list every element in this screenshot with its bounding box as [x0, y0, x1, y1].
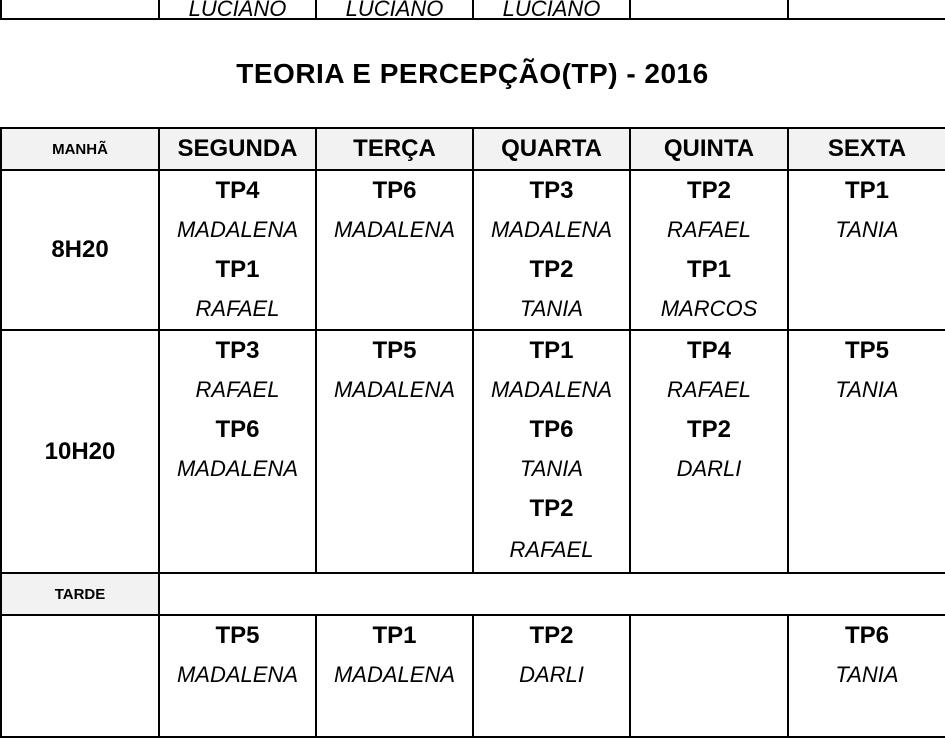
teacher-name: TANIA [835, 377, 899, 402]
class-code: TP1 [529, 337, 574, 364]
prev-cell [630, 0, 788, 19]
time-label: 10H20 [1, 330, 159, 573]
teacher-name: RAFAEL [667, 217, 751, 242]
teacher-name: RAFAEL [667, 377, 751, 402]
teacher-name: MARCOS [660, 296, 758, 321]
previous-table-fragment [0, 0, 945, 20]
time-row [1, 170, 945, 330]
schedule-cell [159, 170, 316, 330]
teacher-name: MADALENA [490, 377, 613, 402]
class-code: TP1 [372, 622, 417, 649]
class-code: TP5 [215, 622, 260, 649]
day-header: QUINTA [630, 128, 788, 170]
prev-cell [1, 0, 159, 19]
class-code: TP4 [686, 337, 731, 364]
schedule-cell [473, 170, 630, 330]
schedule-cell [473, 615, 630, 737]
teacher-name: RAFAEL [195, 377, 280, 402]
class-code: TP1 [844, 177, 889, 204]
teacher-name: TANIA [835, 662, 899, 687]
schedule-cell [630, 615, 788, 737]
afternoon-divider-row [1, 573, 945, 615]
prev-cell: LUCIANO [159, 0, 316, 19]
shift-header: MANHÃ [1, 128, 159, 170]
class-code: TP6 [529, 416, 574, 443]
teacher-name: TANIA [835, 217, 899, 242]
class-code: TP6 [372, 177, 417, 204]
class-code: TP3 [529, 177, 574, 204]
time-label [1, 615, 159, 737]
teacher-name: MADALENA [176, 456, 299, 481]
schedule-cell [316, 615, 473, 737]
schedule-cell [159, 330, 316, 573]
schedule-cell [630, 330, 788, 573]
teacher-name: DARLI [519, 662, 584, 687]
schedule-cell [788, 330, 945, 573]
class-code: TP2 [529, 256, 574, 283]
teacher-name: MADALENA [333, 217, 456, 242]
afternoon-divider [159, 573, 945, 615]
class-code: TP1 [215, 256, 260, 283]
time-row [1, 330, 945, 573]
class-code: TP5 [844, 337, 889, 364]
class-code: TP2 [529, 495, 574, 522]
schedule-cell [473, 330, 630, 573]
teacher-name: RAFAEL [195, 296, 280, 321]
class-code: TP5 [372, 337, 417, 364]
class-code: TP2 [529, 622, 574, 649]
schedule-cell [788, 615, 945, 737]
class-code: TP2 [686, 177, 731, 204]
header-row [1, 128, 945, 170]
teacher-name: TANIA [519, 456, 584, 481]
class-code: TP4 [215, 177, 260, 204]
day-header: TERÇA [316, 128, 473, 170]
time-row [1, 615, 945, 737]
schedule-table [0, 127, 945, 738]
class-code: TP2 [686, 416, 731, 443]
afternoon-label: TARDE [1, 573, 159, 615]
day-header: QUARTA [473, 128, 630, 170]
class-code: TP3 [215, 337, 260, 364]
teacher-name: MADALENA [333, 377, 456, 402]
time-label: 8H20 [1, 170, 159, 330]
teacher-name: MADALENA [333, 662, 456, 687]
day-header: SEGUNDA [159, 128, 316, 170]
class-code: TP1 [686, 256, 731, 283]
class-code: TP6 [844, 622, 889, 649]
prev-cell: LUCIANO [473, 0, 630, 19]
teacher-name: MADALENA [176, 217, 299, 242]
schedule-title: TEORIA E PERCEPÇÃO(TP) - 2016 [236, 58, 709, 89]
class-code: TP6 [215, 416, 260, 443]
schedule-cell [159, 615, 316, 737]
schedule-cell [316, 170, 473, 330]
schedule-cell [788, 170, 945, 330]
prev-cell: LUCIANO [316, 0, 473, 19]
day-header: SEXTA [788, 128, 945, 170]
teacher-name: RAFAEL [509, 537, 594, 562]
schedule-cell [630, 170, 788, 330]
prev-cell [788, 0, 945, 19]
teacher-name: MADALENA [490, 217, 613, 242]
teacher-name: MADALENA [176, 662, 299, 687]
schedule-cell [316, 330, 473, 573]
teacher-name: DARLI [676, 456, 742, 481]
teacher-name: TANIA [519, 296, 584, 321]
